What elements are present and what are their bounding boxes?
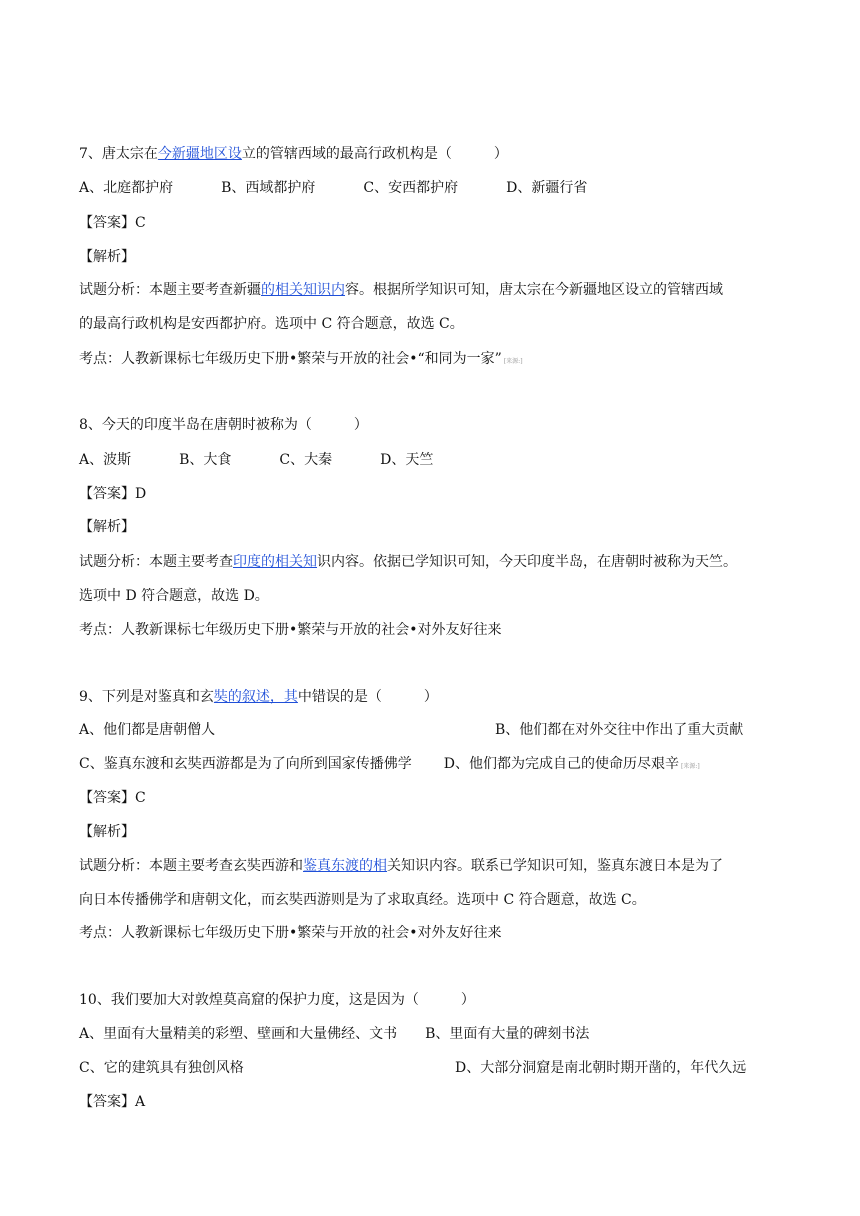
analysis-text: 试题分析：本题主要考查 [79,554,233,570]
question-10-option-c-line [79,1058,244,1078]
question-10-answer: 【答案】A [79,1094,146,1110]
question-7-analysis-label: 【解析】 [79,249,135,265]
question-9-point: 考点：人教新课标七年级历史下册•繁荣与开放的社会•对外友好往来 [79,925,502,941]
source-mark: [来源:] [503,358,523,365]
question-8-analysis-line-1 [79,552,737,572]
question-10-options-row-1 [79,1024,589,1044]
analysis-text: 试题分析：本题主要考查新疆 [79,282,261,298]
question-9-analysis-line-1 [79,856,723,876]
option-a: A、北庭都护府 [79,180,174,196]
analysis-text: 关知识内容。联系已学知识可知，鉴真东渡日本是为了 [387,858,723,874]
question-9-analysis-label: 【解析】 [79,824,135,840]
option-c: C、安西都护府 [363,180,459,196]
question-9-option-b: B、他们都在对外交往中作出了重大贡献 [495,722,744,738]
option-d: D、天竺 [380,452,434,468]
stem-text: 立的管辖西域的最高行政机构是（ ） [241,146,508,162]
analysis-text: 识内容。依据已学知识可知，今天印度半岛，在唐朝时被称为天竺。 [317,554,737,570]
option-d: D、他们都为完成自己的使命历尽艰辛 [443,756,679,772]
question-10-stem: 10、我们要加大对敦煌莫高窟的保护力度，这是因为（ ） [79,992,475,1008]
option-a: A、他们都是唐朝僧人 [79,722,216,738]
option-c: C、它的建筑具有独创风格 [79,1060,244,1076]
question-7-stem [79,144,508,164]
question-8-answer: 【答案】D [79,486,147,502]
question-8-analysis-label: 【解析】 [79,519,135,535]
question-8-options [79,450,433,470]
stem-text: 9、下列是对鉴真和玄 [79,689,214,705]
question-8-point: 考点：人教新课标七年级历史下册•繁荣与开放的社会•对外友好往来 [79,622,502,638]
option-a: A、波斯 [79,452,132,468]
option-b: B、里面有大量的碑刻书法 [425,1026,590,1042]
analysis-text: 试题分析：本题主要考查玄奘西游和 [79,858,303,874]
option-a: A、里面有大量精美的彩塑、壁画和大量佛经、文书 [79,1026,398,1042]
stem-link[interactable]: 今新疆地区设 [157,146,242,162]
analysis-link[interactable]: 鉴真东渡的相 [303,858,387,874]
analysis-link[interactable]: 的相关知识内 [261,282,345,298]
question-7-analysis-line-2: 的最高行政机构是安西都护府。选项中 C 符合题意，故选 C。 [79,316,464,332]
question-9-analysis-line-2: 向日本传播佛学和唐朝文化，而玄奘西游则是为了求取真经。选项中 C 符合题意，故选 C。 [79,892,646,908]
stem-link[interactable]: 奘的叙述，其 [213,689,298,705]
option-b: B、西域都护府 [221,180,316,196]
question-8-analysis-line-2: 选项中 D 符合题意，故选 D。 [79,588,269,604]
question-9-options-row-1 [79,720,215,740]
question-8-stem: 8、今天的印度半岛在唐朝时被称为（ ） [79,417,368,433]
option-b: B、大食 [179,452,232,468]
question-10-option-d: D、大部分洞窟是南北朝时期开凿的，年代久远 [455,1060,747,1076]
question-9-options-row-2 [79,754,700,777]
stem-text: 中错误的是（ ） [297,689,438,705]
question-7-analysis-line-1 [79,280,723,300]
question-7-options [79,178,587,198]
question-9-stem [79,687,438,707]
option-c: C、鉴真东渡和玄奘西游都是为了向所到国家传播佛学 [79,756,412,772]
analysis-text: 容。根据所学知识可知，唐太宗在今新疆地区设立的管辖西域 [345,282,723,298]
analysis-link[interactable]: 印度的相关知 [233,554,317,570]
question-7-point [79,349,523,372]
option-c: C、大秦 [279,452,333,468]
point-text: 考点：人教新课标七年级历史下册•繁荣与开放的社会•“和同为一家” [79,351,502,367]
question-9-answer: 【答案】C [79,790,146,806]
source-mark: [来源:] [680,763,700,770]
option-d: D、新疆行省 [506,180,588,196]
question-7-answer: 【答案】C [79,215,146,231]
stem-text: 7、唐太宗在 [79,146,158,162]
